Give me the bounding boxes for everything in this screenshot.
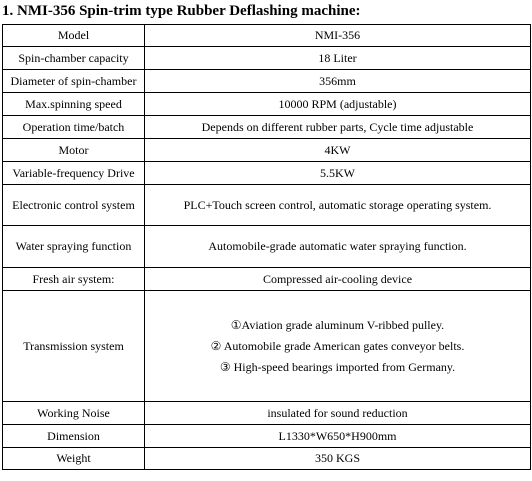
row-value: NMI-356 (145, 25, 531, 47)
table-row-weight (3, 448, 531, 470)
table-row-diameter (3, 70, 531, 93)
transmission-item: ③ High-speed bearings imported from Germany. (219, 359, 456, 374)
row-value-list (145, 291, 531, 402)
row-label: Electronic control system (3, 185, 145, 226)
table-row-motor (3, 139, 531, 162)
row-label: Water spraying function (3, 226, 145, 268)
row-value: 350 KGS (145, 448, 531, 470)
row-label: Operation time/batch (3, 116, 145, 139)
table-row-water-spraying (3, 226, 531, 268)
table-row-transmission (3, 291, 531, 402)
spec-table (2, 24, 531, 470)
row-value: insulated for sound reduction (145, 402, 531, 425)
row-label: Variable-frequency Drive (3, 162, 145, 185)
row-value: PLC+Touch screen control, automatic storage operating system. (145, 185, 531, 226)
row-value: 10000 RPM (adjustable) (145, 93, 531, 116)
row-label: Transmission system (3, 291, 145, 402)
document-title: 1. NMI-356 Spin-trim type Rubber Deflashing machine: (2, 3, 361, 19)
table-row-speed (3, 93, 531, 116)
transmission-item: ② Automobile grade American gates conveyor belts. (210, 338, 465, 353)
table-row-fresh-air (3, 268, 531, 291)
row-label: Dimension (3, 425, 145, 448)
row-value: 356mm (145, 70, 531, 93)
row-label: Model (3, 25, 145, 47)
row-value: Depends on different rubber parts, Cycle time adjustable (145, 116, 531, 139)
table-row-dimension (3, 425, 531, 448)
row-value: Compressed air-cooling device (145, 268, 531, 291)
row-label: Working Noise (3, 402, 145, 425)
row-label: Spin-chamber capacity (3, 47, 145, 70)
row-label: Diameter of spin-chamber (3, 70, 145, 93)
row-label: Max.spinning speed (3, 93, 145, 116)
table-row-vfd (3, 162, 531, 185)
table-row-control-system (3, 185, 531, 226)
table-row-noise (3, 402, 531, 425)
row-value: L1330*W650*H900mm (145, 425, 531, 448)
row-label: Fresh air system: (3, 268, 145, 291)
row-label: Weight (3, 448, 145, 470)
table-row-operation-time (3, 116, 531, 139)
row-value: 18 Liter (145, 47, 531, 70)
row-value: Automobile-grade automatic water spraying function. (145, 226, 531, 268)
row-value: 4KW (145, 139, 531, 162)
transmission-item: ①Aviation grade aluminum V-ribbed pulley. (230, 317, 445, 332)
row-value: 5.5KW (145, 162, 531, 185)
row-label: Motor (3, 139, 145, 162)
table-row-capacity (3, 47, 531, 70)
table-row-model (3, 25, 531, 47)
